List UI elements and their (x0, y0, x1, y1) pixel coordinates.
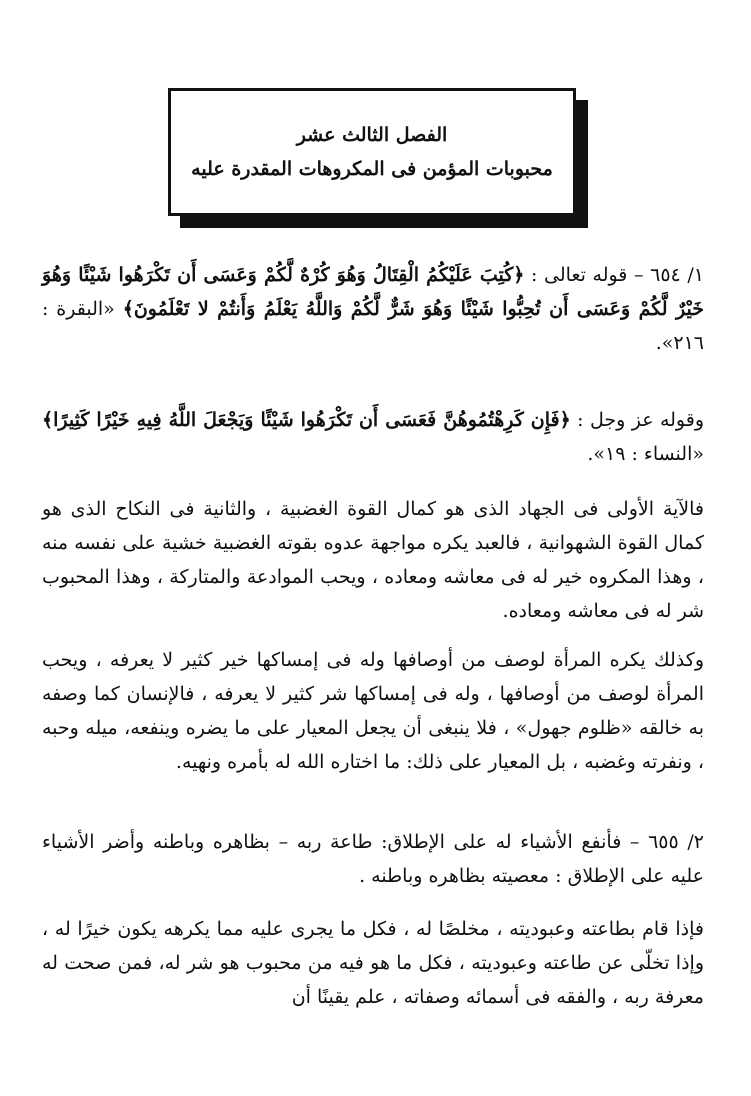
quran-verse: ﴿فَإِن كَرِهْتُمُوهُنَّ فَعَسَى أَن تَكْرَهُوا شَيْئًا وَيَجْعَلَ اللَّهُ فِيهِ خَيْرًا كَثِيرًا﴾ (42, 409, 571, 431)
paragraph-lead: ١/ ٦٥٤ – قوله تعالى : (531, 264, 704, 286)
paragraph-commentary-2 (42, 643, 704, 779)
verse-reference: «النساء : ١٩». (587, 443, 704, 465)
paragraph-quran-verse-2 (42, 403, 704, 471)
paragraph-text: وكذلك يكره المرأة لوصف من أوصافها وله فى إمساكها خير كثير لا يعرفه ، ويحب المرأة لوصف من أوصافها ، وله فى إمساكها شر كثير لا يعرفه ، فالإنسان كما وصفه به خالقه «ظلوم جهول» ، فلا ينبغى أن يجعل المعيار على ما يضره وينفعه، ميله وحبه ، ونفرته وغضبه ، بل المعيار على ذلك: ما اختاره الله له بأمره ونهيه. (42, 649, 704, 773)
paragraph-text: فالآية الأولى فى الجهاد الذى هو كمال القوة الغضبية ، والثانية فى النكاح الذى هو كمال القوة الشهوانية ، فالعبد يكره مواجهة عدوه بقوته الغضبية خشية على نفسه منه ، وهذا المكروه خير له فى معاشه ومعاده ، ويحب الموادعة والمتاركة ، وهذا المحبوب شر له فى معاشه ومعاده. (42, 498, 704, 622)
paragraph-text (42, 403, 704, 471)
quran-verse: ﴿كُتِبَ عَلَيْكُمُ الْقِتَالُ وَهُوَ كُرْهٌ لَّكُمْ وَعَسَى أَن تَكْرَهُوا شَيْئًا وَهُوَ خَيْرٌ لَّكُمْ وَعَسَى أَن تُحِبُّوا شَيْئًا وَهُوَ شَرٌّ لَّكُمْ وَاللَّهُ يَعْلَمُ وَأَنتُمْ لا تَعْلَمُونَ﴾ (42, 264, 704, 320)
chapter-title-frame (168, 88, 588, 228)
paragraph-commentary-3 (42, 912, 704, 1014)
paragraph-text: ٢/ ٦٥٥ – فأنفع الأشياء له على الإطلاق: طاعة ربه – بظاهره وباطنه وأضر الأشياء عليه على الإطلاق : معصيته بظاهره وباطنه . (42, 831, 704, 887)
paragraph-text (42, 258, 704, 360)
title-box (168, 88, 576, 216)
verse-reference: «البقرة : ٢١٦». (42, 298, 704, 354)
paragraph-numbered-655 (42, 825, 704, 893)
paragraph-commentary-1 (42, 492, 704, 628)
chapter-subtitle: محبوبات المؤمن فى المكروهات المقدرة عليه (191, 158, 553, 180)
paragraph-text: فإذا قام بطاعته وعبوديته ، مخلصًا له ، فكل ما يجرى عليه مما يكرهه يكون خيرًا له ، وإذا تخلّى عن طاعته وعبوديته ، فكل ما هو فيه من محبوب هو شر له، فمن صحت له معرفة ربه ، والفقه فى أسمائه وصفاته ، علم يقينًا أن (42, 918, 704, 1008)
paragraph-quran-verse-1 (42, 258, 704, 360)
paragraph-lead: وقوله عز وجل : (577, 409, 705, 431)
chapter-heading: الفصل الثالث عشر (296, 124, 448, 146)
